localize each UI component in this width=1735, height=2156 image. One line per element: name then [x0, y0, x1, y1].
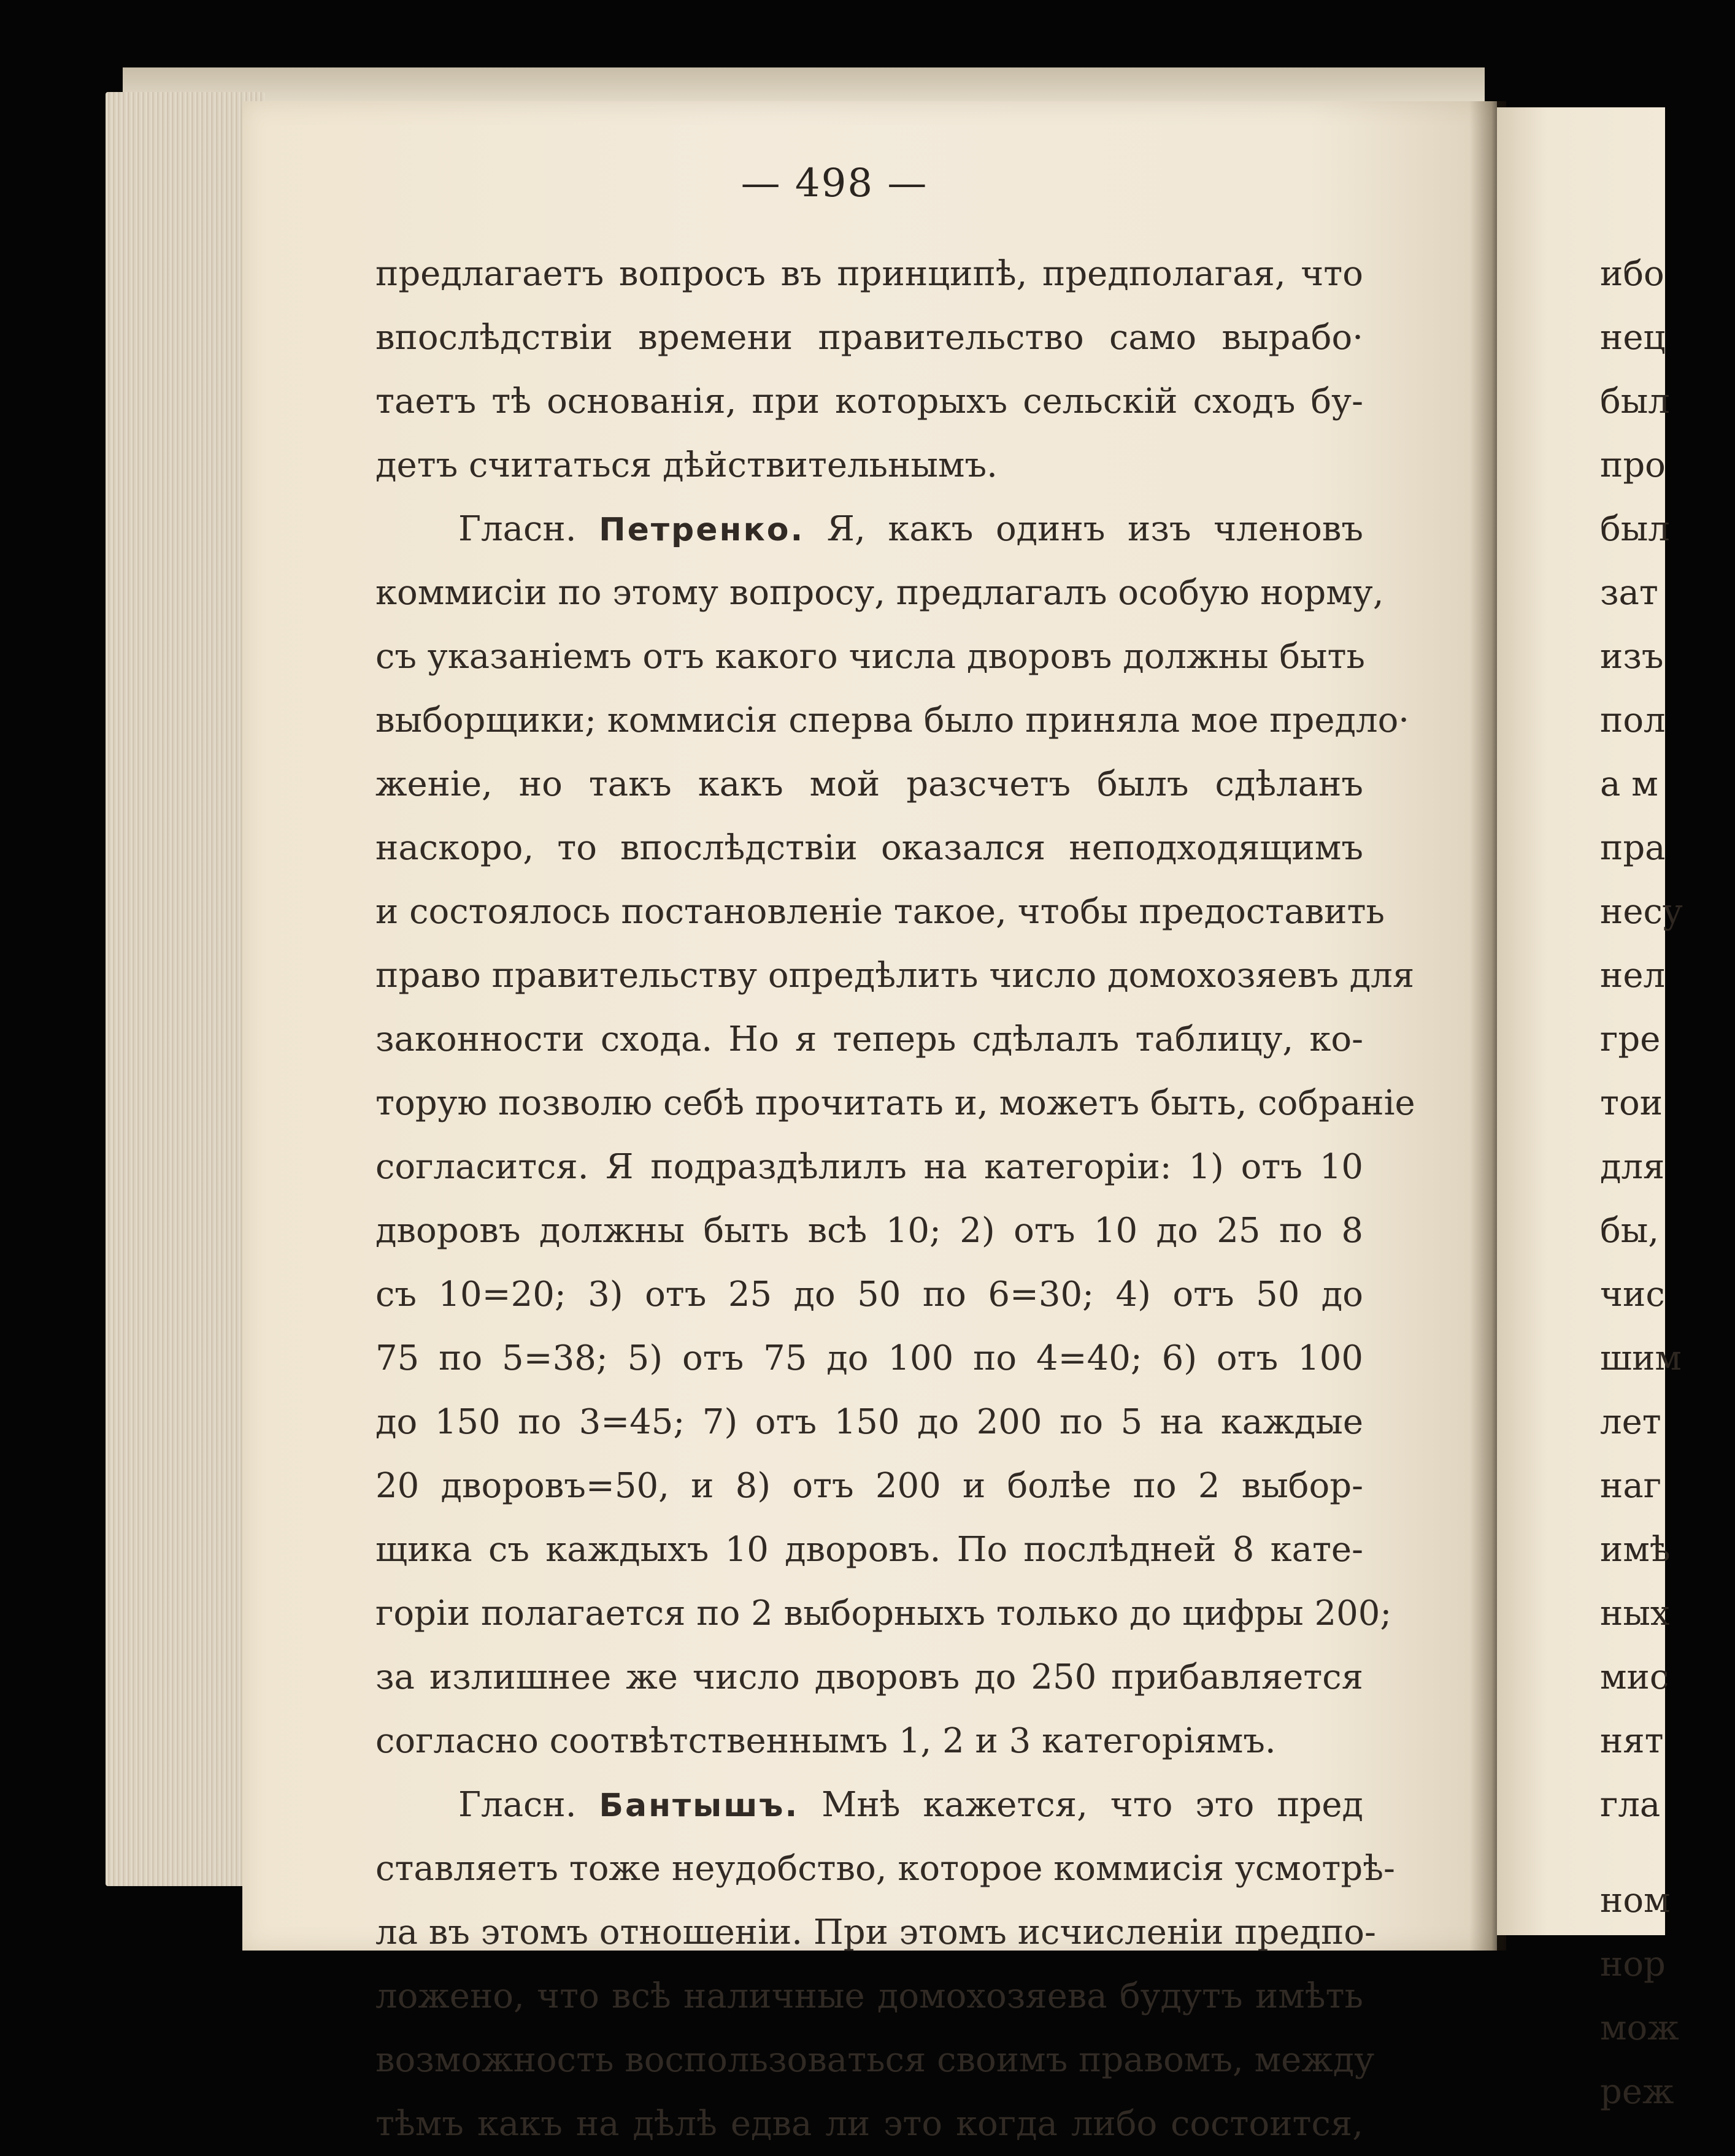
text-line [375, 1773, 1363, 1837]
right-page-fragment: был [1600, 509, 1670, 549]
text-line: право правительству опредѣлить число домохозяевъ для [375, 956, 1415, 996]
right-page-text [1600, 242, 1735, 2124]
speaker-prefix: Гласн. [458, 509, 599, 549]
text-line: ложено, что всѣ наличные домохозяева будутъ имѣть [375, 1976, 1363, 2016]
right-page-fragment: пра [1600, 828, 1666, 868]
right-page-fragment: мис [1600, 1657, 1669, 1697]
speech-text: Я, какъ одинъ изъ членовъ [804, 509, 1363, 549]
text-line: 75 по 5=38; 5) отъ 75 до 100 по 4=40; 6) отъ 100 [375, 1338, 1363, 1378]
right-page-fragment: тои [1600, 1083, 1663, 1123]
right-page-fragment: нел [1600, 956, 1666, 996]
right-page-fragment: а м [1600, 764, 1658, 804]
right-page-fragment: гла [1600, 1785, 1661, 1825]
right-page-fragment: про [1600, 445, 1666, 485]
speaker-name: Петренко. [599, 512, 805, 548]
text-line: законности схода. Но я теперь сдѣлалъ таблицу, ко- [375, 1019, 1363, 1059]
right-page-fragment: имѣ [1600, 1530, 1671, 1570]
page-stack-edge [106, 92, 265, 1886]
right-page-fragment: зат [1600, 573, 1658, 613]
speaker-name: Бантышъ. [599, 1787, 799, 1824]
text-line: согласно соотвѣтственнымъ 1, 2 и 3 категоріямъ. [375, 1721, 1276, 1761]
right-page-fragment: шим [1600, 1338, 1682, 1378]
right-page-fragment: бы, [1600, 1211, 1660, 1251]
main-text-block [375, 242, 1415, 2156]
right-page-fragment: реж [1600, 2072, 1674, 2112]
speaker-prefix: Гласн. [458, 1785, 599, 1825]
page-top-edge [123, 67, 1485, 104]
text-line: щика съ каждыхъ 10 дворовъ. По послѣдней 8 кате- [375, 1530, 1363, 1570]
text-line: выборщики; коммисія сперва было приняла мое предло· [375, 700, 1410, 740]
speech-text: Мнѣ кажется, что это пред [799, 1785, 1363, 1825]
right-page-fragment: пол [1600, 700, 1666, 740]
text-line: детъ считаться дѣйствительнымъ. [375, 445, 998, 485]
right-page-fragment: наг [1600, 1466, 1662, 1506]
right-page-fragment: нят [1600, 1721, 1664, 1761]
text-line: согласится. Я подраздѣлилъ на категоріи: 1) отъ 10 [375, 1147, 1363, 1187]
right-page-fragment: изъ [1600, 637, 1664, 677]
text-line: съ указаніемъ отъ какого числа дворовъ должны быть [375, 637, 1365, 677]
text-line: до 150 по 3=45; 7) отъ 150 до 200 по 5 на каждые [375, 1402, 1363, 1442]
text-line: предлагаетъ вопросъ въ принципѣ, предполагая, что [375, 254, 1363, 294]
text-line: 20 дворовъ=50, и 8) отъ 200 и болѣе по 2 выбор- [375, 1466, 1363, 1506]
right-page-fragment: нор [1600, 1944, 1666, 1984]
text-line: ла въ этомъ отношеніи. При этомъ исчисленіи предпо- [375, 1912, 1376, 1952]
text-line: торую позволю себѣ прочитать и, можетъ быть, собраніе [375, 1083, 1415, 1123]
right-page-fragment: лет [1600, 1402, 1661, 1442]
text-line [375, 497, 1363, 561]
text-line: тѣмъ какъ на дѣлѣ едва ли это когда либо состоится, [375, 2104, 1363, 2144]
text-line: съ 10=20; 3) отъ 25 до 50 по 6=30; 4) отъ 50 до [375, 1275, 1363, 1314]
right-page-fragment: несу [1600, 892, 1683, 932]
text-line: возможность воспользоваться своимъ правомъ, между [375, 2040, 1375, 2080]
right-page-fragment: нец [1600, 318, 1666, 358]
text-line: женіе, но такъ какъ мой разсчетъ былъ сдѣланъ [375, 764, 1363, 804]
text-line: за излишнее же число дворовъ до 250 прибавляется [375, 1657, 1363, 1697]
right-page-fragment [1600, 1837, 1735, 1869]
text-line: и состоялось постановленіе такое, чтобы предоставить [375, 892, 1385, 932]
text-line: ставляетъ тоже неудобство, которое коммисія усмотрѣ- [375, 1849, 1395, 1889]
text-line: коммисіи по этому вопросу, предлагалъ особую норму, [375, 573, 1384, 613]
page-number: — 498 — [741, 161, 928, 206]
right-page-fragment: был [1600, 382, 1670, 421]
right-page-fragment: мож [1600, 2008, 1679, 2048]
right-page-fragment: ибо [1600, 254, 1664, 294]
text-line: впослѣдствіи времени правительство само вырабо· [375, 318, 1363, 358]
text-line: горіи полагается по 2 выборныхъ только до цифры 200; [375, 1594, 1392, 1633]
right-page-fragment: ном [1600, 1881, 1671, 1920]
text-line: дворовъ должны быть всѣ 10; 2) отъ 10 до 25 по 8 [375, 1211, 1363, 1251]
right-page-fragment: гре [1600, 1019, 1661, 1059]
right-page-fragment: чис [1600, 1275, 1665, 1314]
right-page-fragment: для [1600, 1147, 1665, 1187]
text-line: наскоро, то впослѣдствіи оказался неподходящимъ [375, 828, 1363, 868]
text-line: таетъ тѣ основанія, при которыхъ сельскій сходъ бу- [375, 382, 1363, 421]
right-page-fragment: ных [1600, 1594, 1670, 1633]
